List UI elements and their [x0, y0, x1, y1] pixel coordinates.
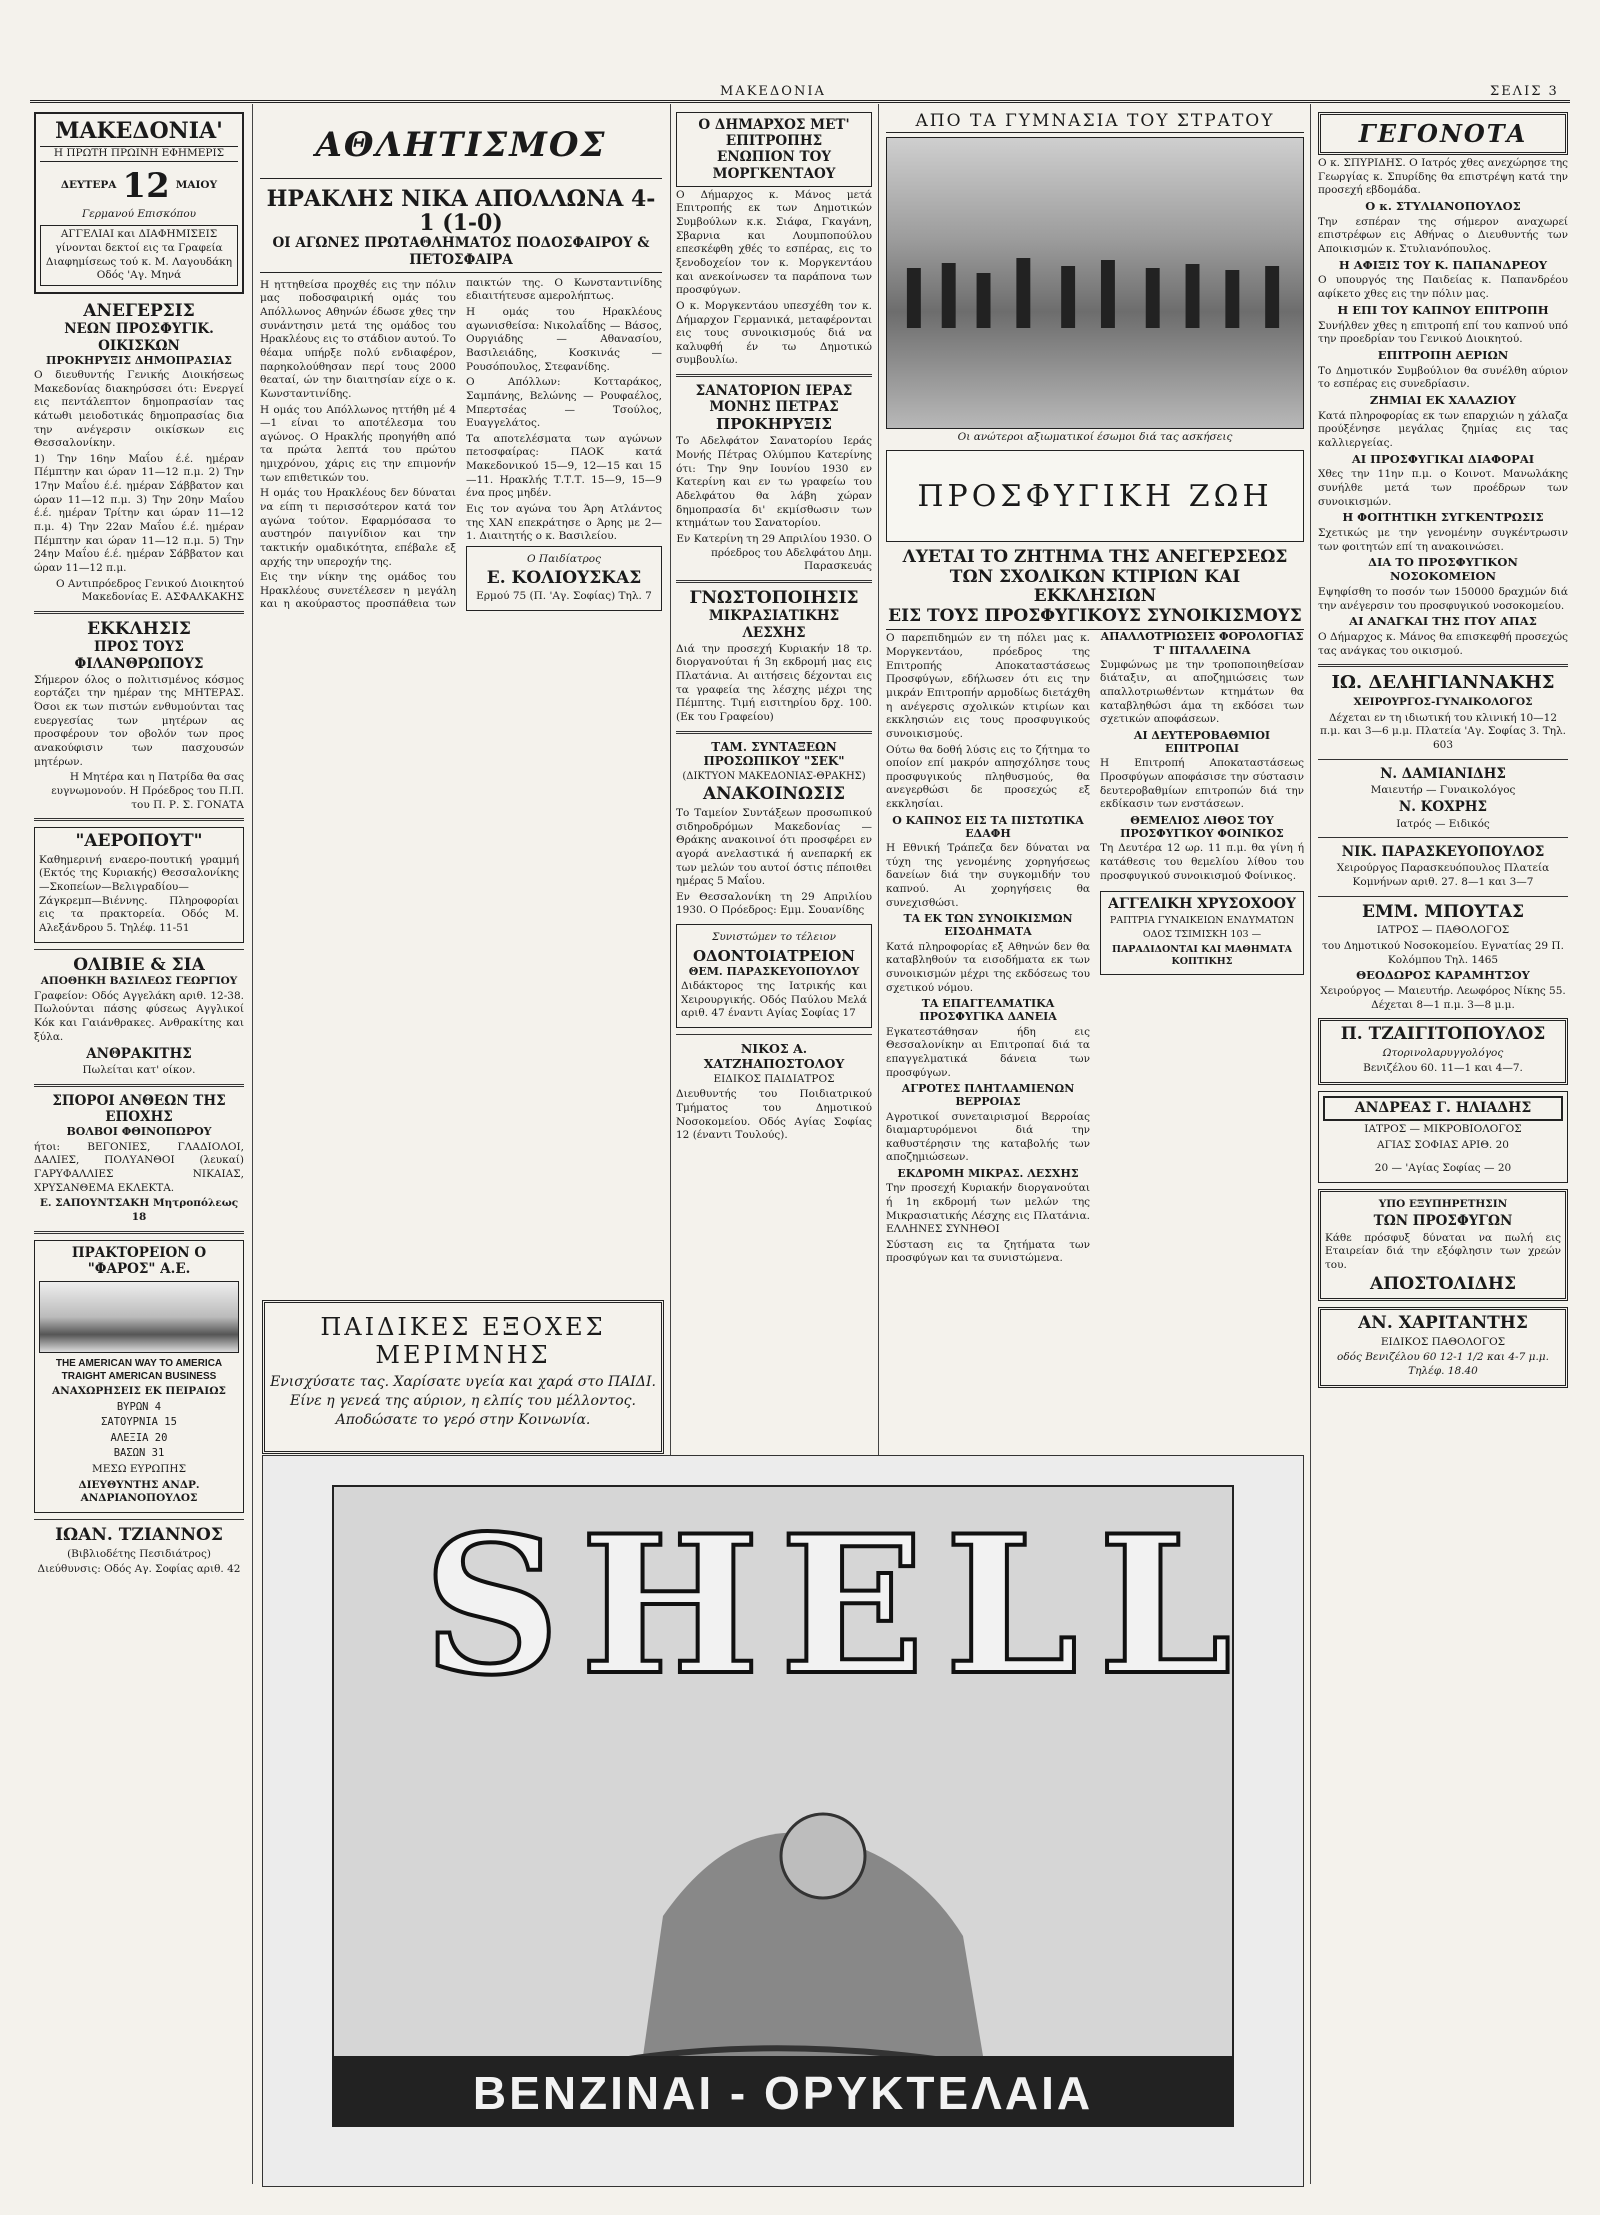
month-name: ΜΑΙΟΥ: [175, 178, 218, 191]
article-text: Ο παρεπιδημών εν τη πόλει μας κ. Μοργκεντάου, πρόεδρος της Επιτροπής Αποκαταστάσεως Προσφύγων, εδήλωσεν ότι εις την μικράν Επιτροπήν αρμοδίως διετάχθη η ανέγερσις σχολικών κτιρίων και εκκλησιών εις τους προσφυγικούς συνοικισμούς.: [886, 632, 1090, 740]
news-item: Ο Δήμαρχος κ. Μάνος θα επισκεφθή προσεχώς τας ανάγκας του οικισμού.: [1318, 631, 1568, 657]
ad-paediatrician: [466, 546, 662, 611]
ad-tzaigitopoulos: [1318, 1018, 1568, 1085]
ad-text: Ερμού 75 (Π. 'Αγ. Σοφίας) Τηλ. 7: [476, 590, 652, 603]
sailing-schedule: [39, 1401, 239, 1462]
article-text: Η ομάς του Ηρακλέους δεν δύναται να είπη τι περισσότερον κατά τον αγώνα τούτον. Εφαρμόσασα το αυστηρόν παιγνίδιον και την τακτικήν ομαδικότητα, επέβαλε εξ αρχής την υπεροχήν της.: [260, 487, 456, 568]
ad-refugees-service: [1318, 1189, 1568, 1301]
article-text: Την προσεχή Κυριακήν διοργανούται ή 1η εκδρομή των μελών της Μικρασιατικής Λέσχης εις Πλατάνια. ΕΛΛΗΝΕΣ ΣΥΝΗΘΟΙ: [886, 1182, 1090, 1236]
ad-subheading: ΙΑΤΡΟΣ — ΜΙΚΡΟΒΙΟΛΟΓΟΣ: [1364, 1122, 1522, 1135]
article-signature: Η Μητέρα και η Πατρίδα θα σας ευγνωμονούν. Η Πρόεδρος του Π.Π. του Π. Ρ. Σ. ΓΟΝΑΤΑ: [51, 771, 244, 811]
news-item: Κατά πληροφορίας εκ των επαρχιών η χάλαζα προύξένησε μεγάλας ζημίας εις τας καλλιεργείας.: [1318, 409, 1568, 449]
article-right: [1100, 630, 1304, 1268]
ad-text: ΠΑΡΑΔΙΔΟΝΤΑΙ ΚΑΙ ΜΑΘΗΜΑΤΑ ΚΟΠΤΙΚΗΣ: [1111, 943, 1293, 968]
ad-subheading: ΑΓΙΑΣ ΣΟΦΙΑΣ ΑΡΙΘ. 20: [1377, 1138, 1509, 1151]
date-number: 12: [122, 165, 170, 206]
section-heading: ΑΙ ΔΕΥΤΕΡΟΒΑΘΜΙΟΙ ΕΠΙΤΡΟΠΑΙ: [1133, 728, 1271, 756]
running-header-right: ΣΕΛΙΣ 3: [1490, 84, 1559, 99]
news-heading: Η ΑΦΙΞΙΣ ΤΟΥ Κ. ΠΑΠΑΝΔΡΕΟΥ: [1338, 257, 1548, 272]
column-rule: [1310, 104, 1311, 2184]
ad-text: Διεύθυνσις: Οδός Αγ. Σοφίας αριθ. 42: [37, 1563, 241, 1576]
section-heading: ΕΚΔΡΟΜΗ ΜΙΚΡΑΣ. ΛΕΣΧΗΣ: [897, 1167, 1079, 1181]
news-heading: Ο κ. ΣΤΥΛΙΑΝΟΠΟΥΛΟΣ: [1365, 198, 1521, 213]
schedule-row: ΒΥΡΩΝ 4: [116, 1400, 162, 1413]
ads-note: ΑΓΓΕΛΙΑΙ και ΔΙΑΦΗΜΙΣΕΙΣ γίνονται δεκτοί εις τα Γραφεία Διαφημίσεως τού κ. Μ. Λαγουδάκη Οδός 'Αγ. Μηνά: [40, 225, 238, 286]
article-body: [260, 277, 662, 612]
article-text: Η Εθνική Τράπεζα δεν δύναται να τύχη της γενομένης χορηγήσεως δανείων διά την συγκομιδήν του καπνού. Αι χορηγήσεις θα συνεχισθώσι.: [886, 842, 1090, 909]
section-subheading: ΜΙΚΡΑΣΙΑΤΙΚΗΣ ΛΕΣΧΗΣ: [708, 608, 840, 641]
ad-subheading: ΘΕΜ. ΠΑΡΑΣΚΕΥΟΠΟΥΛΟΥ: [688, 964, 860, 978]
ad-text: ΡΑΠΤΡΙΑ ΓΥΝΑΙΚΕΙΩΝ ΕΝΔΥΜΑΤΩΝ: [1109, 914, 1295, 926]
article-text: Ο Δήμαρχος κ. Μάνος μετά Επιτροπής εκ των Δημοτικών Συμβούλων κ.κ. Σιάφα, Γκαγάνη, Σβαρνια και Λουμποπούλου επεσκέφθη χθές το εσπέρας, εις το ξενοδοχείον τον κ. Μοργκεντάου και ανεκοίνωσεν τα παράπονα των προσφύγων.: [676, 188, 872, 297]
section-subheading: ΑΝΑΚΟΙΝΩΣΙΣ: [702, 784, 846, 805]
saint-of-day: Γερμανού Επισκόπου: [81, 207, 197, 220]
ad-text: ΑΝΑΧΩΡΗΣΕΙΣ ΕΚ ΠΕΙΡΑΙΩΣ: [52, 1384, 226, 1397]
article-text: Τα αποτελέσματα των αγώνων πετοσφαίρας: ΠΑΟΚ κατά Μακεδονικού 15—9, 12—15 και 15—11. Ηρακλής Τ.Τ.Τ. 15—9, 15—9 ένα προς μηδέν.: [466, 432, 662, 500]
ad-slogan: THE AMERICAN WAY TO AMERICA TRAIGHT AMERICAN BUSINESS: [55, 1357, 223, 1382]
article-text: Σύσταση εις τα ζητήματα των προσφύγων και τα συνιστώμενα.: [886, 1238, 1090, 1265]
column-rule: [670, 104, 671, 1459]
section-subheading: ΝΕΩΝ ΠΡΟΣΦΥΓΙΚ. ΟΙΚΙΣΚΩΝ: [64, 321, 214, 354]
article-signature: Ο Αντιπρόεδρος Γενικού Διοικητού Μακεδονίας Ε. ΑΣΦΑΛΚΑΚΗΣ: [55, 577, 244, 604]
article-text: Ο κ. Μοργκεντάου υπεσχέθη τον κ. Δήμαρχον Γερμανικά, μεταφέρονται εις τους συνοικισμούς διά να καλυφθή έν τω Δημοτικώ συμβουλίω.: [676, 299, 872, 367]
ad-subheading: ΙΑΤΡΟΣ — ΠΑΘΟΛΟΓΟΣ: [1376, 924, 1510, 937]
news-item: Χθες την 11ην π.μ. ο Κοινοτ. Μανωλάκης συνήλθε μετά των προέδρων των συνοικισμών.: [1318, 468, 1568, 508]
column-4: [886, 112, 1304, 1452]
ad-heading: ΝΙΚ. ΠΑΡΑΣΚΕΥΟΠΟΥΛΟΣ: [1341, 844, 1545, 861]
gegonota-banner: [1318, 112, 1568, 155]
masthead-box: [34, 112, 244, 294]
ad-heading: Ε. ΚΟΛΙΟΥΣΚΑΣ: [486, 567, 642, 588]
ad-subheading: ΕΙΔΙΚΟΣ ΠΑΘΟΛΟΓΟΣ: [1380, 1335, 1506, 1348]
ad-text: (Βιβλιοδέτης Πεσιδιάτρος): [67, 1547, 211, 1560]
section-heading: Ο ΚΑΠΝΟΣ ΕΙΣ ΤΑ ΠΙΣΤΩΤΙΚΑ ΕΔΑΦΗ: [892, 813, 1084, 840]
ad-heading: ΑΝ. ΧΑΡΙΤΑΝΤΗΣ: [1358, 1313, 1528, 1334]
ship-illustration: [39, 1281, 239, 1353]
schedule-row: ΣΑΤΟΥΡΝΙΑ 15: [101, 1416, 177, 1429]
news-item: Εψηφίσθη το ποσόν των 150000 δραχμών διά την ανέγερσιν του προσφυγικού νοσοκομείου.: [1318, 585, 1568, 612]
article-text: Εις τον αγώνα του Άρη Ατλάντος της ΧΑΝ επεκράτησε ο Άρης με 2—1. Διαιτητής ο κ. Βασιλείου.: [466, 503, 662, 543]
ad-subheading: Ιατρός — Ειδικός: [1396, 817, 1490, 830]
banner-title: ΓΕΓΟΝΟΤΑ: [1358, 119, 1528, 148]
article-text: Το Αδελφάτον Σανατορίου Ιεράς Μονής Πέτρας Ολύμπου Κατερίνης ότι: Την 9ην Ιουνίου 1930 εν Κατερίνη και εν τω γραφείω του Αδελφάτου θα λάβη χώραν δημοπρασία δι' εκμίσθωσιν των κτημάτων του Σανατορίου.: [676, 435, 872, 530]
ad-text: ΜΕΣΩ ΕΥΡΩΠΗΣ: [92, 1463, 186, 1476]
headline: ΛΥΕΤΑΙ ΤΟ ΖΗΤΗΜΑ ΤΗΣ ΑΝΕΓΕΡΣΕΩΣ: [902, 547, 1288, 568]
section-heading: ΑΠΑΛΛΟΤΡΙΩΣΕΙΣ ΦΟΡΟΛΟΓΙΑΣ Τ' ΠΙΤΑΛΛΕΙΝΑ: [1100, 630, 1304, 657]
ad-heading: ΕΜΜ. ΜΠΟΥΤΑΣ: [1361, 901, 1525, 922]
ad-text: Ε. ΣΑΠΟΥΝΤΣΑΚΗ Μητροπόλεως 18: [39, 1197, 239, 1223]
section-heading: ΑΓΡΟΤΕΣ ΠΛΗΤΛΑΜΙΕΝΩΝ ΒΕΡΡΟΙΑΣ: [901, 1082, 1075, 1109]
article-text: 1) Την 16ην Μαΐου έ.έ. ημέραν Πέμπτην και ώραν 11—12 π.μ. 2) Την 17ην Μαΐου έ.έ. ημέραν Σάββατον και ώραν 11—12 π.μ. 3) Την 20ην Μαΐου έ.έ. ημέραν Τρίτην και ώραν 11—12 π.μ. 4) Την 22αν Μαΐου έ.έ. ημέραν Πέμπτην και ώραν 11—12 π.μ. 5) Την 24ην Μαΐου έ.έ. ημέραν Σάββατον και ώραν 11—12 π.μ.: [34, 452, 244, 574]
article-signature: Εν Κατερίνη τη 29 Απριλίου 1930. Ο πρόεδρος του Αδελφάτου Δημ. Παρασκευάς: [676, 532, 872, 573]
article-text: Εγκατεστάθησαν ήδη εις Θεσσαλονίκην αι Επιτροπαί διά τα επαγγελματικά δάνεια των προσφύγων.: [886, 1025, 1090, 1079]
running-header-left: ΜΑΚΕΔΟΝΙΑ: [720, 84, 826, 99]
ad-subheading: ΒΟΛΒΟΙ ΦΘΙΝΟΠΩΡΟΥ: [66, 1125, 212, 1139]
ad-text: Πωλείται κατ' οίκον.: [82, 1064, 196, 1077]
shell-advertisement: [262, 1455, 1304, 2187]
army-exercise-photo: [886, 137, 1304, 429]
ad-heading: "ΑΕΡΟΠΟΥΤ": [75, 831, 203, 852]
news-heading: ΑΙ ΠΡΟΣΦΥΓΙΚΑΙ ΔΙΑΦΟΡΑΙ: [1351, 451, 1535, 466]
headline-box: [676, 112, 872, 187]
article-text: Ο Απόλλων: Κοτταράκος, Σαμπάνης, Βελώνης — Ρουφαέλος, Μπερτσέας — Τσούλος, Ευαγγελάτος.: [466, 376, 662, 430]
ad-heading: ΤΩΝ ΠΡΟΣΦΥΓΩΝ: [1373, 1213, 1513, 1230]
ad-heading: Ν. ΚΟΧΡΗΣ: [1398, 799, 1488, 816]
ad-heading: ΠΑΙΔΙΚΕΣ ΕΞΟΧΕΣ: [320, 1313, 606, 1341]
ad-heading: ΙΩ. ΔΕΛΗΓΙΑΝΝΑΚΗΣ: [1331, 672, 1555, 694]
schedule-row: ΒΑΣΩΝ 31: [113, 1447, 165, 1460]
section-heading: ΑΝΕΓΕΡΣΙΣ: [83, 300, 195, 321]
ad-text: Κάθε πρόσφυξ δύναται να πωλή εις Εταιρείαν διά την εξόφλησιν των χρεών του.: [1325, 1231, 1561, 1271]
subheadline: ΟΙ ΑΓΩΝΕΣ ΠΡΩΤΑΘΛΗΜΑΤΟΣ ΠΟΔΟΣΦΑΙΡΟΥ & ΠΕΤΟΣΦΑΙΡΑ: [260, 235, 662, 272]
article-text: Ο διευθυντής Γενικής Διοικήσεως Μακεδονίας διακηρύσσει ότι: Ενεργεί εις πεντάλεπτον δημοπρασίαν τας κάτωθι μειοδοτικάς δημοπρασίας δια την ανέγερσιν οικίσκων εις Θεσσαλονίκην.: [34, 368, 244, 450]
ad-text: Χειρούργος Παρασκευόπουλος Πλατεία Κομνήνων αριθ. 27. 8—1 και 3—7: [1336, 862, 1550, 889]
ad-text: ήτοι: ΒΕΓΟΝΙΕΣ, ΓΛΑΔΙΟΛΟΙ, ΔΑΛΙΕΣ, ΠΟΛΥΑΝΘΟΙ (λευκαί) ΓΑΡΥΦΑΛΛΙΕΣ ΝΙΚΑΙΑΣ, ΧΡΥΣΑΝΘΕΜΑ ΕΚΛΕΚΤΑ.: [34, 1140, 244, 1194]
ad-iliadis: [1318, 1091, 1568, 1183]
masthead-subtitle: Η ΠΡΩΤΗ ΠΡΩΙΝΗ ΕΦΗΜΕΡΙΣ: [40, 146, 238, 162]
ad-subheading: Μαιευτήρ — Γυναικολόγος: [1370, 783, 1516, 796]
article-text: Συμφώνως με την τροποποιηθείσαν διάταξιν, αι αποζημιώσεις των απαλλοτριωθέντων κτημάτων θα καταβληθώσι άμα τη εκδόσει των σχετικών αποφάσεων.: [1100, 658, 1304, 726]
ad-heading: ΝΙΚΟΣ Α. ΧΑΤΖΗΑΠΟΣΤΟΛΟΥ: [703, 1040, 845, 1071]
section-heading: ΤΑΜ. ΣΥΝΤΑΞΕΩΝ ΠΡΟΣΩΠΙΚΟΥ "ΣΕΚ": [703, 739, 845, 769]
article-text: Η ομάς του Ηρακλέους αγωνισθείσα: Νικολαΐδης — Βάσος, Ουργιάδης — Αθανασίου, Βασιλειάδης, Κοσκινάς — Ρουσόπουλος, Στεφανίδης.: [466, 306, 662, 373]
column-5: [1318, 112, 1568, 2192]
ad-text: Διδάκτορος της Ιατρικής και Χειρουργικής. Οδός Παύλου Μελά αριθ. 47 έναντι Αγίας Σοφίας 17: [681, 979, 867, 1020]
header-rule: [30, 100, 1570, 103]
ad-subheading: ΑΝΘΡΑΚΙΤΗΣ: [86, 1046, 192, 1063]
column-3: [676, 112, 872, 1452]
ad-text: Ο Παιδίατρος: [526, 552, 602, 565]
ad-text: Καθημερινή εναερο-πουτική γραμμή (Εκτός της Κυριακής) Θεσσαλονίκης—Σκοπείων—Βελιγραδίου—Ζάγκρεμπ—Βιέννης. Πληροφορίαι εις τα πρακτορεία. Οδός Μ. Αλεξάνδρου 5. Τηλέφ. 11-51: [39, 853, 239, 934]
column-1: [34, 112, 244, 2192]
ad-text: ΔΙΕΥΘΥΝΤΗΣ ΑΝΔΡ. ΑΝΔΡΙΑΝΟΠΟΥΛΟΣ: [78, 1478, 200, 1505]
article-text: Αγροτικοί συνεταιρισμοί Βερροίας διαμαρτυρόμενοι διά την καθυστέρησιν της καταβολής των αποζημιώσεων.: [886, 1110, 1090, 1164]
column-rule: [252, 104, 253, 2184]
ad-text: Ενισχύσατε τας. Χαρίσατε υγεία και χαρά στο ΠΑΙΔΙ. Είνε η γενεά της αύριον, η ελπίς του μέλλοντος. Αποδώσατε το γερό στην Κοινωνία.: [270, 1374, 656, 1428]
ad-text: Βενιζέλου 60. 11—1 και 4—7.: [1363, 1062, 1523, 1075]
news-heading: Η ΕΠΙ ΤΟΥ ΚΑΠΝΟΥ ΕΠΙΤΡΟΠΗ: [1337, 302, 1549, 317]
headline: ΤΩΝ ΣΧΟΛΙΚΩΝ ΚΤΙΡΙΩΝ ΚΑΙ ΕΚΚΛΗΣΙΩΝ: [949, 566, 1241, 607]
ad-heading: ΜΕΡΙΜΝΗΣ: [375, 1341, 551, 1369]
ad-heading: ΘΕΟΔΩΡΟΣ ΚΑΡΑΜΗΤΣΟΥ: [1356, 968, 1530, 983]
schedule-row: ΑΛΕΞΙΑ 20: [110, 1431, 168, 1444]
article-text: Ούτω θα δοθή λύσις εις το ζήτημα το οποίον επί μακρόν απησχόλησε τους προσφυγικούς πληθυσμούς, θα ανεγερθώσι δε προσεχώς εξ εκκλησίαι.: [886, 743, 1090, 811]
shell-brand: SHELL: [423, 1494, 1252, 1717]
ad-heading: ΑΓΓΕΛΙΚΗ ΧΡΥΣΟΧΟΟΥ: [1108, 896, 1296, 913]
headline: ΕΝΩΠΙΟΝ ΤΟΥ ΜΟΡΓΚΕΝΤΑΟΥ: [712, 149, 836, 182]
news-item: Ο κ. ΣΠΥΡΙΔΗΣ. Ο Ιατρός χθες ανεχώρησε της Γεωργίας κ. Σπυρίδης θα επιστρέψη κατά την προσεχή εβδομάδα.: [1318, 157, 1568, 197]
news-heading: ΕΠΙΤΡΟΠΗ ΑΕΡΙΩΝ: [1377, 347, 1509, 362]
article-signature: Εν Θεσσαλονίκη τη 29 Απριλίου 1930. Ο Πρόεδρος: Εμμ. Σουανίδης: [676, 890, 872, 917]
article-text: Διά την προσεχή Κυριακήν 18 τρ. διοργανούται ή 3η εκδρομή μας εις Πλατάνια. Αι αιτήσεις δέχονται εις τα γραφεία της λέσχης μέχρι της Πέμπτης. Τιμή εισιτηρίου δρχ. 100. (Εκ του Γραφείου): [676, 642, 872, 723]
article-text: Η ομάς του Απόλλωνος ηττήθη μέ 4—1 είναι το αποτέλεσμα του αγώνος. Ο Ηρακλής προηγήθη από τα πρώτα λεπτά του πρώτου ημιχρόνου, χάρις εις την επιμονήν των επιθετικών του.: [260, 403, 456, 484]
photo-caption: Οι ανώτεροι αξιωματικοί έσωμοι διά τας ασκήσεις: [957, 430, 1233, 443]
section-heading: ΣΑΝΑΤΟΡΙΟΝ ΙΕΡΑΣ ΜΟΝΗΣ ΠΕΤΡΑΣ: [695, 383, 853, 416]
section-heading: ΘΕΜΕΛΙΟΣ ΛΙΘΟΣ ΤΟΥ ΠΡΟΣΦΥΓΙΚΟΥ ΦΟΙΝΙΚΟΣ: [1120, 813, 1284, 841]
ad-subheading: ΥΠΟ ΕΞΥΠΗΡΕΤΗΣΙΝ: [1378, 1197, 1508, 1210]
ad-text: ΟΔΟΣ ΤΣΙΜΙΣΚΗ 103 —: [1142, 929, 1262, 941]
ad-heading: ΟΔΟΝΤΟΙΑΤΡΕΙΟΝ: [692, 946, 856, 965]
section-subheading: ΠΡΟΚΗΡΥΞΙΣ: [716, 415, 832, 434]
news-heading: ΔΙΑ ΤΟ ΠΡΟΣΦΥΓΙΚΟΝ ΝΟΣΟΚΟΜΕΙΟΝ: [1368, 555, 1518, 584]
ad-text: Χειρούργος — Μαιευτήρ. Λεωφόρος Νίκης 55. Δέχεται 8—1 π.μ. 3—8 μ.μ.: [1320, 984, 1566, 1011]
section-heading: ΓΝΩΣΤΟΠΟΙΗΣΙΣ: [689, 587, 859, 608]
ad-heading: ΑΠΟΣΤΟΛΙΔΗΣ: [1370, 1273, 1516, 1294]
article-text: Εις την νίκην της ομάδος του Ηρακλέους συνετέλεσεν η μεγάλη και η ακούραστος προσπάθεια των παικτών της. Ο Κωνσταντινίδης εδιαιτήτευσε αμερολήπτως.: [260, 276, 662, 611]
section-subheading: ΠΡΟΚΗΡΥΞΙΣ ΔΗΜΟΠΡΑΣΙΑΣ: [46, 353, 232, 367]
ad-text: Διευθυντής του Ποιδιατρικού Τμήματος του Δημοτικού Νοσοκομείου. Οδός Αγίας Σοφίας 12 (έναντι Τουλούς).: [676, 1088, 872, 1142]
article-left: [886, 630, 1090, 1268]
ad-aeroput: [34, 827, 244, 942]
ad-heading: ΣΠΟΡΟΙ ΑΝΘΕΩΝ ΤΗΣ ΕΠΟΧΗΣ: [52, 1093, 226, 1126]
article-text: Η ηττηθείσα προχθές εις την πόλιν μας ποδοσφαιρική ομάς του Απόλλωνος Αθηνών έδωσε χθες την συνάντησιν μετά της ομάδος του Ηρακλέους εις το στάδιον αυτού. Το θέαμα υπήρξε πολύ ενδιαφέρον, παρηκολούθησαν περί τους 2000 θεαταί, ών την διαιτησίαν είχε ο κ. Κωνσταντινίδης.: [260, 278, 456, 400]
day-name: ΔΕΥΤΕΡΑ: [60, 178, 117, 191]
masthead-title: ΜΑΚΕΔΟΝΙΑ': [55, 118, 223, 144]
headline: Ο ΔΗΜΑΡΧΟΣ ΜΕΤ' ΕΠΙΤΡΟΠΗΣ: [698, 117, 850, 150]
ad-subheading: Ωτορινολαρυγγολόγος: [1382, 1046, 1504, 1059]
news-item: Ο υπουργός της Παιδείας κ. Παπανδρέου αφίκετο χθες εις την πόλιν μας.: [1318, 274, 1568, 301]
ad-subheading: ΕΙΔΙΚΟΣ ΠΑΙΔΙΑΤΡΟΣ: [713, 1072, 835, 1085]
ad-heading: ΟΛΙΒΙΕ & ΣΙΑ: [73, 954, 205, 975]
ad-heading: Π. ΤΖΑΙΓΙΤΟΠΟΥΛΟΣ: [1340, 1024, 1546, 1045]
sports-banner: [260, 112, 662, 179]
news-item: Συνήλθεν χθες η επιτροπή επί του καπνού υπό την προεδρίαν του Γενικού Διοικητού.: [1318, 319, 1568, 346]
article-text: Κατά πληροφορίας εξ Αθηνών δεν θα καταβληθούν τα εισοδήματα εκ των συνοικισμών μέχρι της εκδόσεως του σχετικού νόμου.: [886, 940, 1090, 994]
ad-text: Συνιστώμεν το τέλειον: [711, 931, 837, 944]
shell-tagline: ΒΕΝΖΙΝΑΙ - ΟΡΥΚΤΕΛΑΙΑ: [472, 2067, 1094, 2119]
ad-text: Γραφείον: Οδός Αγγελάκη αριθ. 12-38. Πωλούνται πάσης φύσεως Αγγλικοί Κόκ και Γαιάνθρακες. Ανθρακίτης και ξύλα.: [34, 989, 244, 1043]
column-2: [260, 112, 662, 1192]
article-text: Η Επιτροπή Αποκαταστάσεως Προσφύγων αποφάσισε την σύστασιν δευτεροβαθμίων επιτροπών διά την εκδίκασιν των ενστάσεων.: [1100, 757, 1304, 811]
section-heading: ΤΑ ΕΚ ΤΩΝ ΣΥΝΟΙΚΙΣΜΩΝ ΕΙΣΟΔΗΜΑΤΑ: [903, 912, 1073, 939]
ad-faros: [34, 1240, 244, 1514]
ad-subheading: ΑΠΟΘΗΚΗ ΒΑΣΙΛΕΩΣ ΓΕΩΡΓΙΟΥ: [40, 975, 238, 988]
soldiers-figures: [887, 138, 1303, 428]
article-columns: [886, 630, 1304, 1268]
column-rule: [878, 104, 879, 1459]
section-heading: ΕΚΚΛΗΣΙΣ: [87, 618, 191, 639]
ad-subheading: ΧΕΙΡΟΥΡΓΟΣ-ΓΥΝΑΙΚΟΛΟΓΟΣ: [1353, 696, 1533, 709]
ad-text: του Δημοτικού Νοσοκομείου. Εγνατίας 29 Π. Κολόμπου Τηλ. 1465: [1322, 939, 1564, 966]
banner-title: ΠΡΟΣΦΥΓΙΚΗ ΖΩΗ: [917, 478, 1273, 514]
ad-heading: ΠΡΑΚΤΟΡΕΙΟΝ Ο "ΦΑΡΟΣ" Α.Ε.: [71, 1244, 207, 1277]
headline: ΗΡΑΚΛΗΣ ΝΙΚΑ ΑΠΟΛΛΩΝΑ 4-1 (1-0): [266, 186, 656, 237]
news-heading: ΖΗΜΙΑΙ ΕΚ ΧΑΛΑΖΙΟΥ: [1369, 392, 1517, 407]
section-heading: ΤΑ ΕΠΑΓΓΕΛΜΑΤΙΚΑ ΠΡΟΣΦΥΓΙΚΑ ΔΑΝΕΙΑ: [919, 997, 1057, 1024]
news-item: Το Δημοτικόν Συμβούλιον θα συνέλθη αύριον το εσπέρας εις συνεδρίασιν.: [1318, 364, 1568, 391]
ad-charitantis: [1318, 1307, 1568, 1387]
news-heading: ΑΙ ΑΝΑΓΚΑΙ ΤΗΣ ΙΤΟΥ ΑΠΑΣ: [1349, 614, 1537, 629]
article-text: Τη Δευτέρα 12 ωρ. 11 π.μ. θα γίνη ή κατάθεσις του θεμελίου λίθου του προσφυγικού συνοικισμού Φοίνικος.: [1100, 842, 1304, 882]
article-text: Το Ταμείον Συντάξεων προσωπικού σιδηροδρόμων Μακεδονίας — Θράκης ανακοινοί ότι προσφέρει εν αγορά ανελαστικά ή ανεπαρκή εκ των μελών του αυτοί όστις πέποιθει ημέρας 5 Μαΐου.: [676, 806, 872, 888]
ad-dentist: [676, 924, 872, 1028]
ad-heading: ΙΩΑΝ. ΤΖΙΑΝΝΟΣ: [55, 1525, 223, 1545]
photo-headline: ΑΠΟ ΤΑ ΓΥΜΝΑΣΙΑ ΤΟΥ ΣΤΡΑΤΟΥ: [886, 112, 1304, 133]
news-item: Την εσπέραν της σήμερον αναχωρεί επιστρέφων εις Αθήνας ο Διευθυντής των Αποικισμών κ. Στυλιανόπουλος.: [1318, 215, 1568, 255]
ad-heading: Ν. ΔΑΜΙΑΝΙΔΗΣ: [1380, 765, 1506, 782]
ad-seamstress: [1100, 891, 1304, 975]
section-subheading: ΠΡΟΣ ΤΟΥΣ ΦΙΛΑΝΘΡΩΠΟΥΣ: [74, 639, 204, 672]
ad-text: 20 — 'Αγίας Σοφίας — 20: [1374, 1162, 1512, 1175]
section-subheading: (ΔΙΚΤΥΟΝ ΜΑΚΕΔΟΝΙΑΣ-ΘΡΑΚΗΣ): [682, 771, 866, 783]
news-heading: Η ΦΟΙΤΗΤΙΚΗ ΣΥΓΚΕΝΤΡΩΣΙΣ: [1342, 510, 1544, 525]
ad-paidikes-exoxes: [262, 1300, 664, 1454]
ad-heading: ΑΝΔΡΕΑΣ Γ. ΗΛΙΑΔΗΣ: [1323, 1096, 1563, 1121]
article-text: Σήμερον όλος ο πολιτισμένος κόσμος εορτάζει την ημέραν της ΜΗΤΕΡΑΣ. Όσοι εκ των πιστών ενθυμούνται τας ευεργεσίας των μητέρων ας προσφέρουν τον οβολόν των προς ανακούφισιν των πασχουσών μητέρων.: [34, 673, 244, 768]
date-line: [40, 166, 238, 206]
ad-text: οδός Βενιζέλου 60 12-1 1/2 και 4-7 μ.μ. Τηλέφ. 18.40: [1337, 1351, 1549, 1377]
ad-text: Δέχεται εν τη ιδιωτική του κλινική 10—12 π.μ. και 3—6 μ.μ. Πλατεία 'Αγ. Σοφίας 3. Τηλ. 603: [1320, 711, 1566, 751]
sports-banner-title: ΑΘΛΗΤΙΣΜΟΣ: [315, 125, 607, 165]
headline: ΕΙΣ ΤΟΥΣ ΠΡΟΣΦΥΓΙΚΟΥΣ ΣΥΝΟΙΚΙΣΜΟΥΣ: [886, 607, 1304, 631]
prosfygiki-zoi-banner: [886, 450, 1304, 542]
news-item: Σχετικώς με την γενομένην συγκέντρωσιν των φοιτητών επί τη ανακοινώσει.: [1318, 527, 1568, 553]
